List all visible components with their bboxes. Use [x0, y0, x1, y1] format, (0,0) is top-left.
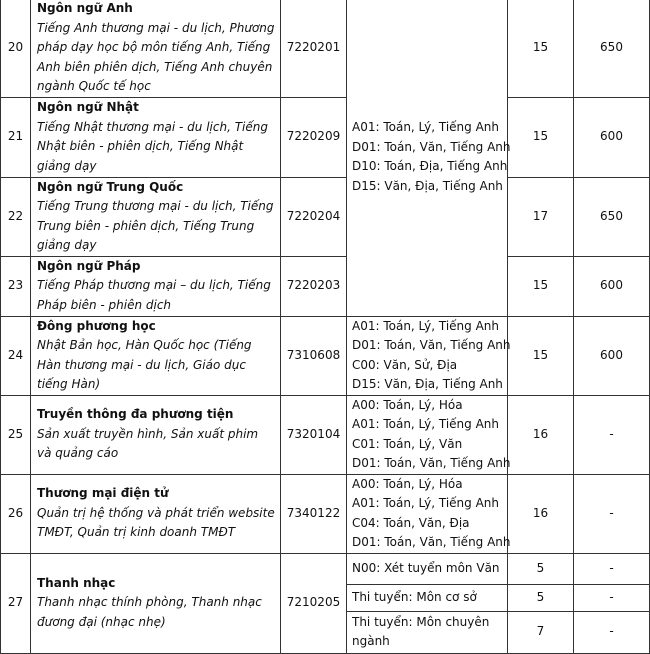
- combo-line: D10: Toán, Địa, Tiếng Anh: [352, 159, 508, 174]
- combo-line: D01: Toán, Văn, Tiếng Anh: [352, 139, 511, 154]
- major-code: 7220203: [281, 256, 347, 316]
- major-name: Truyền thông đa phương tiện: [37, 407, 234, 422]
- score: 650: [574, 0, 650, 97]
- major-name: Ngôn ngữ Pháp: [37, 258, 141, 273]
- major-cell: [31, 256, 281, 316]
- quota: 7: [508, 611, 574, 653]
- major-specializations: Thanh nhạc thính phòng, Thanh nhạc đương đại (nhạc nhẹ): [37, 595, 262, 629]
- major-code: 7320104: [281, 395, 347, 474]
- major-cell: [31, 97, 281, 177]
- major-code: 7340122: [281, 474, 347, 553]
- quota: 5: [508, 553, 574, 584]
- quota: 16: [508, 395, 574, 474]
- quota: 16: [508, 474, 574, 553]
- score: 650: [574, 177, 650, 256]
- score: -: [574, 553, 650, 584]
- major-cell: [31, 0, 281, 97]
- score: 600: [574, 256, 650, 316]
- major-specializations: Sản xuất truyền hình, Sản xuất phim và quảng cáo: [37, 426, 259, 461]
- combo-line: A01: Toán, Lý, Tiếng Anh: [352, 496, 500, 510]
- row-number: 27: [1, 553, 31, 653]
- combo-line: A00: Toán, Lý, Hóa: [352, 476, 463, 491]
- combo-line: D01: Toán, Văn, Tiếng Anh: [352, 338, 511, 352]
- major-code: 7210205: [281, 553, 347, 653]
- major-name: Ngôn ngữ Nhật: [37, 100, 139, 114]
- major-name: Ngôn ngữ Trung Quốc: [37, 179, 184, 194]
- table-row: [1, 97, 650, 177]
- score: -: [574, 474, 650, 553]
- quota: 15: [508, 0, 574, 97]
- table-row: [1, 256, 650, 316]
- subject-combinations: [347, 0, 511, 316]
- major-name: Thương mại điện tử: [37, 486, 169, 501]
- subject-combination: Thi tuyển: Môn cơ sở: [347, 584, 508, 611]
- major-specializations: Quản trị hệ thống và phát triển website TMĐT, Quản trị kinh doanh TMĐT: [37, 505, 275, 540]
- table-row: [1, 177, 650, 256]
- major-cell: [31, 395, 281, 474]
- row-number: 21: [1, 97, 31, 177]
- row-number: 23: [1, 256, 31, 316]
- major-cell: [31, 474, 281, 553]
- combo-line: C00: Văn, Sử, Địa: [352, 357, 458, 372]
- major-name: Thanh nhạc: [37, 575, 116, 590]
- row-number: 24: [1, 316, 31, 395]
- quota: 15: [508, 316, 574, 395]
- combo-line: C01: Toán, Lý, Văn: [352, 436, 463, 451]
- combo-line: D15: Văn, Địa, Tiếng Anh: [352, 178, 503, 193]
- major-cell: [31, 553, 281, 653]
- major-cell: [31, 316, 281, 395]
- row-number: 20: [1, 0, 31, 97]
- score: -: [574, 611, 650, 653]
- table-row: [1, 316, 650, 395]
- subject-combinations: [347, 395, 511, 474]
- row-number: 26: [1, 474, 31, 553]
- combo-line: A01: Toán, Lý, Tiếng Anh: [352, 318, 500, 333]
- major-name: Ngôn ngữ Anh: [37, 1, 133, 15]
- major-specializations: Tiếng Anh thương mại - du lịch, Phương pháp dạy học bộ môn tiếng Anh, Tiếng Anh biên phiên dịch, Tiếng Anh chuyên ngành Quốc tế học: [37, 20, 275, 93]
- score: 600: [574, 316, 650, 395]
- combo-line: A01: Toán, Lý, Tiếng Anh: [352, 120, 500, 135]
- score: -: [574, 584, 650, 611]
- combo-line: D01: Toán, Văn, Tiếng Anh: [352, 535, 511, 549]
- quota: 15: [508, 97, 574, 177]
- table-row: [1, 474, 650, 553]
- subject-combination: Thi tuyển: Môn chuyên ngành: [347, 611, 508, 653]
- subject-combinations: [347, 474, 511, 553]
- combo-line: D01: Toán, Văn, Tiếng Anh: [352, 456, 511, 470]
- major-specializations: Nhật Bản học, Hàn Quốc học (Tiếng Hàn thương mại - du lịch, Giáo dục tiếng Hàn): [37, 338, 252, 391]
- combo-line: A01: Toán, Lý, Tiếng Anh: [352, 417, 500, 431]
- table-row: [1, 0, 650, 97]
- combo-line: C04: Toán, Văn, Địa: [352, 515, 470, 530]
- major-code: 7310608: [281, 316, 347, 395]
- row-number: 25: [1, 395, 31, 474]
- score: 600: [574, 97, 650, 177]
- subject-combination: N00: Xét tuyển môn Văn: [347, 553, 508, 584]
- combo-line: D15: Văn, Địa, Tiếng Anh: [352, 377, 503, 391]
- table-row: [1, 553, 650, 584]
- table-row: [1, 395, 650, 474]
- major-code: 7220204: [281, 177, 347, 256]
- major-name: Đông phương học: [37, 318, 156, 333]
- major-specializations: Tiếng Nhật thương mại - du lịch, Tiếng Nhật biên - phiên dịch, Tiếng Nhật giảng dạy: [37, 119, 268, 173]
- combo-line: A00: Toán, Lý, Hóa: [352, 397, 463, 412]
- score: -: [574, 395, 650, 474]
- quota: 15: [508, 256, 574, 316]
- major-code: 7220201: [281, 0, 347, 97]
- major-specializations: Tiếng Pháp thương mại – du lịch, Tiếng Pháp biên - phiên dịch: [37, 278, 271, 312]
- row-number: 22: [1, 177, 31, 256]
- subject-combinations: [347, 316, 511, 395]
- major-specializations: Tiếng Trung thương mại - du lịch, Tiếng Trung biên - phiên dịch, Tiếng Trung giảng dạy: [37, 199, 274, 252]
- major-code: 7220209: [281, 97, 347, 177]
- quota: 17: [508, 177, 574, 256]
- quota: 5: [508, 584, 574, 611]
- major-cell: [31, 177, 281, 256]
